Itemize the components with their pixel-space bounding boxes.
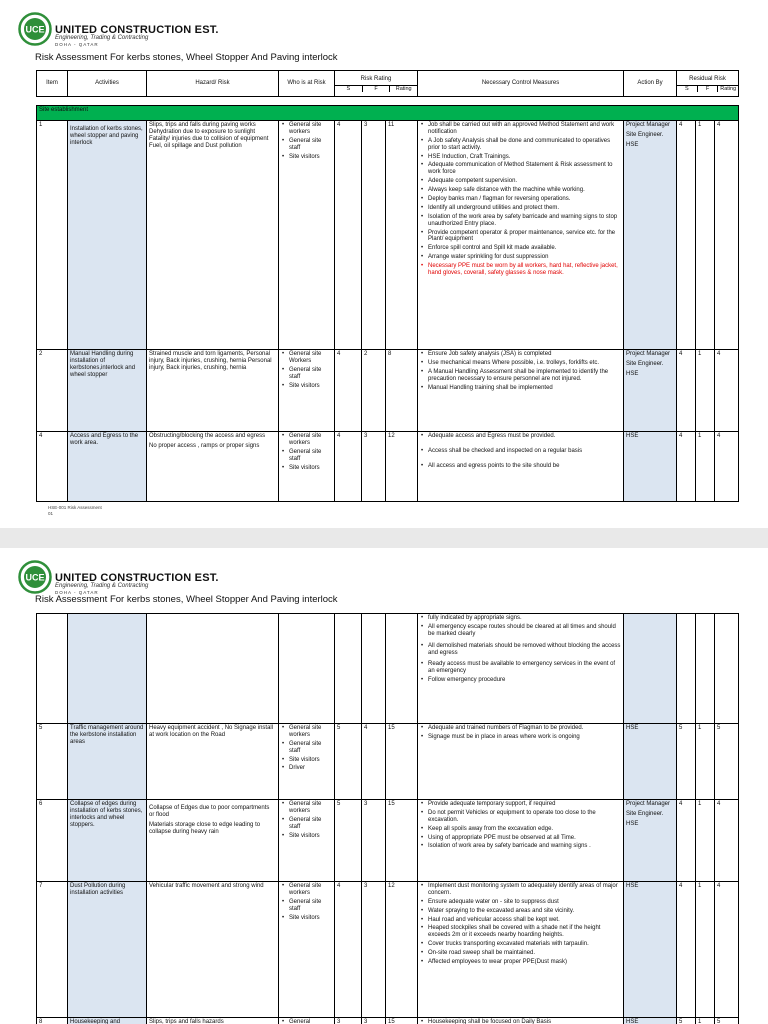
hazard-text: Dehydration due to exposure to sunlight xyxy=(149,128,256,135)
page-footer xyxy=(48,505,102,517)
control-item: • Signage must be in place in areas where work is ongoing xyxy=(428,734,621,741)
header-f: F xyxy=(363,86,391,92)
who-item: • General site staff xyxy=(289,899,332,913)
control-item: • Keep all spoils away from the excavation edge. xyxy=(428,826,621,833)
row-rs: 5 xyxy=(677,1018,696,1024)
row-hazard xyxy=(147,432,279,502)
row-rrating: 5 xyxy=(715,1018,739,1024)
row-who xyxy=(279,432,335,502)
row-rrating: 4 xyxy=(715,121,739,350)
row-item: 5 xyxy=(37,724,68,800)
row-who xyxy=(279,1018,335,1024)
header-rs: S xyxy=(677,86,698,92)
control-item: • Using of appropriate PPE must be observed at all Time. xyxy=(428,835,621,842)
row-f: 4 xyxy=(362,724,386,800)
header-who-at-risk: Who is at Risk xyxy=(279,71,335,97)
control-item: • Ensure adequate water on - site to suppress dust xyxy=(428,899,621,906)
who-item: • General site workers xyxy=(289,122,332,136)
control-item: • Provide adequate temporary support, if required xyxy=(428,801,621,808)
hazard-text: Fuel, oil spillage and Dust pollution xyxy=(149,142,242,149)
row-item: 2 xyxy=(37,350,68,432)
document-title: Risk Assessment For kerbs stones, Wheel Stopper And Paving interlock xyxy=(35,52,338,63)
control-item: • Adequate competent supervision. xyxy=(428,178,621,185)
row-activity: Dust Pollution during installation activities xyxy=(68,882,147,1018)
row-rs: 4 xyxy=(677,432,696,502)
row-hazard xyxy=(147,800,279,882)
row-controls xyxy=(418,800,624,882)
row-controls xyxy=(418,350,624,432)
header-activities: Activities xyxy=(68,71,147,97)
header-residual-risk xyxy=(677,71,739,97)
table-row xyxy=(37,882,739,1018)
who-item: • Site visitors xyxy=(289,465,332,472)
action-by-item: HSE xyxy=(626,820,639,827)
who-item: • Site visitors xyxy=(289,757,332,764)
action-by-item: Site Engineer. xyxy=(626,131,664,138)
row-hazard: Vehicular traffic movement and strong wind xyxy=(147,882,279,1018)
row-rf: 1 xyxy=(696,882,715,1018)
control-item: • Heaped stockpiles shall be covered with a shade net if the height exceeds 2m or it exceeds nearby hoarding heights. xyxy=(428,925,621,939)
row-controls xyxy=(418,614,624,724)
table-row xyxy=(37,350,739,432)
action-by-item: Site Engineer. xyxy=(626,360,664,367)
row-s: 3 xyxy=(335,1018,362,1024)
header-rrating: Rating xyxy=(720,85,737,92)
who-item: • General site workers xyxy=(289,433,332,447)
row-rf: 1 xyxy=(696,121,715,350)
table-header-row xyxy=(37,71,739,97)
hazard-text: Obstructing/blocking the access and egress xyxy=(149,433,266,439)
row-who xyxy=(279,882,335,1018)
row-hazard xyxy=(147,614,279,724)
control-item: • Cover trucks transporting excavated materials with tarpaulin. xyxy=(428,941,621,948)
action-by-item: Project Manager xyxy=(626,122,671,128)
control-item: • Identify all underground utilities and protect them. xyxy=(428,205,621,212)
who-item: • General xyxy=(289,1019,332,1024)
control-item: • Job shall be carried out with an approved Method Statement and work notification xyxy=(428,122,621,136)
row-s: 4 xyxy=(335,432,362,502)
who-item: • General site workers xyxy=(289,725,332,739)
who-item: • Site visitors xyxy=(289,833,332,840)
control-item: • Arrange water sprinkling for dust suppression xyxy=(428,254,621,261)
control-item: • Isolation of the work area by safety barricade and warning signs to stop unauthorized Entry place. xyxy=(428,214,621,228)
row-f xyxy=(362,614,386,724)
row-activity xyxy=(68,614,147,724)
control-item: • Haul road and vehicular access shall be kept wet. xyxy=(428,917,621,924)
row-f: 3 xyxy=(362,1018,386,1024)
row-activity: Traffic management around the kerbstone installation areas xyxy=(68,724,147,800)
header-item: Item xyxy=(37,71,68,97)
row-controls xyxy=(418,882,624,1018)
blank-spacer-row xyxy=(37,97,739,106)
header-risk-rating-label: Risk Rating xyxy=(360,75,392,82)
row-rf: 1 xyxy=(696,1018,715,1024)
row-action-by xyxy=(624,800,677,882)
control-item: • Deploy banks man / flagman for reversing operations. xyxy=(428,196,621,203)
row-hazard xyxy=(147,121,279,350)
who-item: • Site visitors xyxy=(289,383,332,390)
row-rf: 1 xyxy=(696,724,715,800)
hazard-text: Materials storage close to edge leading to collapse during heavy rain xyxy=(149,821,261,835)
control-item: • A Manual Handling Assessment shall be implemented to identify the precaution necessary to ensure personnel are not injured. xyxy=(428,369,621,383)
row-rrating: 4 xyxy=(715,882,739,1018)
row-rs: 5 xyxy=(677,724,696,800)
row-rating: 12 xyxy=(386,882,418,1018)
row-controls xyxy=(418,1018,624,1024)
header-action-by: Action By xyxy=(624,71,677,97)
row-item: 6 xyxy=(37,800,68,882)
row-rrating: 4 xyxy=(715,432,739,502)
hazard-text: Collapse of Edges due to poor compartments or flood xyxy=(149,805,270,818)
row-who xyxy=(279,121,335,350)
row-rating: 15 xyxy=(386,1018,418,1024)
row-f: 3 xyxy=(362,882,386,1018)
action-by-item: HSE xyxy=(626,370,639,377)
footer-doc-ref: HSE-001 Risk Assessment xyxy=(48,505,102,510)
who-item: • General site workers xyxy=(289,883,332,897)
table-row xyxy=(37,1018,739,1024)
document-page-2 xyxy=(0,548,768,1024)
hazard-text: Fatality/ injuries due to collision of equipment xyxy=(149,135,269,142)
control-item: • Adequate communication of Method Statement & Risk assessment to work force xyxy=(428,162,621,176)
row-rating: 15 xyxy=(386,800,418,882)
row-action-by: HSE xyxy=(624,882,677,1018)
company-logo xyxy=(18,560,52,594)
row-action-by xyxy=(624,614,677,724)
header-rating: Rating xyxy=(395,85,412,92)
row-controls xyxy=(418,432,624,502)
row-rating: 15 xyxy=(386,724,418,800)
hazard-text: Slips, trips and falls during paving works xyxy=(149,122,256,128)
control-item: • Housekeeping shall be focused on Daily Basis xyxy=(428,1019,621,1024)
header-rf: F xyxy=(698,86,719,92)
row-who xyxy=(279,724,335,800)
action-by-item: Site Engineer. xyxy=(626,810,664,817)
row-item: 8 xyxy=(37,1018,68,1024)
company-location: DOHA - QATAR xyxy=(55,42,99,47)
row-rs xyxy=(677,614,696,724)
header-risk-subcols xyxy=(335,85,417,92)
row-f: 3 xyxy=(362,800,386,882)
control-item: • Affected employees to wear proper PPE(Dust mask) xyxy=(428,959,621,966)
svg-text:UCE: UCE xyxy=(25,24,45,35)
hazard-text: No proper access , ramps or proper signs xyxy=(149,442,260,449)
row-rating: 11 xyxy=(386,121,418,350)
footer-rev: 01 xyxy=(48,510,54,516)
who-item: • General site staff xyxy=(289,449,332,463)
control-item: • Adequate and trained numbers of Flagman to be provided. xyxy=(428,725,621,732)
section-title: Site establishment xyxy=(37,106,739,121)
row-hazard: Slips, trips and falls hazards xyxy=(147,1018,279,1024)
row-item: 1 xyxy=(37,121,68,350)
control-item: • All access and egress points to the site should be xyxy=(428,463,621,470)
action-by-item: Project Manager xyxy=(626,351,671,357)
row-item: 4 xyxy=(37,432,68,502)
who-item: • Site visitors xyxy=(289,915,332,922)
row-item xyxy=(37,614,68,724)
company-tagline: Engineering, Trading & Contracting xyxy=(55,35,149,41)
control-item: • All emergency escape routes should be cleared at all times and should be marked clearly xyxy=(428,624,621,638)
row-rs: 4 xyxy=(677,882,696,1018)
action-by-item: Project Manager xyxy=(626,801,671,807)
row-action-by: HSE xyxy=(624,1018,677,1024)
header-s: S xyxy=(335,86,363,92)
header-residual-label: Residual Risk xyxy=(689,75,726,82)
row-s xyxy=(335,614,362,724)
row-activity xyxy=(68,121,147,350)
who-item: • General site Workers xyxy=(289,351,332,365)
risk-assessment-table xyxy=(36,70,739,502)
control-item: • Always keep safe distance with the machine while working. xyxy=(428,187,621,194)
control-item: • Follow emergency procedure xyxy=(428,677,621,684)
who-item: • General site staff xyxy=(289,138,332,152)
header-risk-rating xyxy=(335,71,418,97)
control-item: • Implement dust monitoring system to adequately identify areas of major concern. xyxy=(428,883,621,897)
row-s: 4 xyxy=(335,121,362,350)
row-rs: 4 xyxy=(677,121,696,350)
action-by-item: HSE xyxy=(626,141,639,148)
control-item: • Enforce spill control and Spill kit made available. xyxy=(428,245,621,252)
row-action-by: HSE xyxy=(624,432,677,502)
row-f: 3 xyxy=(362,121,386,350)
row-rating: 12 xyxy=(386,432,418,502)
row-rrating: 4 xyxy=(715,350,739,432)
control-item: • Water spraying to the excavated areas and site vicinity. xyxy=(428,908,621,915)
control-item: • Ensure Job safety analysis (JSA) is completed xyxy=(428,351,621,358)
control-item: • fully indicated by appropriate signs. xyxy=(428,615,621,622)
row-s: 4 xyxy=(335,882,362,1018)
company-location: DOHA - QATAR xyxy=(55,590,99,595)
row-rs: 4 xyxy=(677,800,696,882)
row-rating xyxy=(386,614,418,724)
header-hazard: Hazard/ Risk xyxy=(147,71,279,97)
row-rrating: 4 xyxy=(715,800,739,882)
row-who xyxy=(279,350,335,432)
row-who xyxy=(279,614,335,724)
row-action-by xyxy=(624,121,677,350)
row-activity: Collapse of edges during installation of kerbs stones, interlocks and wheel stoppers. xyxy=(68,800,147,882)
row-f: 2 xyxy=(362,350,386,432)
row-hazard: Heavy equipment accident , No Signage install at work location on the Road xyxy=(147,724,279,800)
control-item: • Provide competent operator & proper maintenance, service etc. for the Plant/ equipment xyxy=(428,230,621,244)
header-residual-subcols xyxy=(677,85,738,92)
row-rrating: 5 xyxy=(715,724,739,800)
who-item: • Site visitors xyxy=(289,154,332,161)
row-who xyxy=(279,800,335,882)
who-item: • Driver xyxy=(289,765,332,772)
row-action-by xyxy=(624,350,677,432)
control-item: • On-site road sweep shall be maintained. xyxy=(428,950,621,957)
row-s: 5 xyxy=(335,724,362,800)
row-rf: 1 xyxy=(696,800,715,882)
svg-text:UCE: UCE xyxy=(25,572,45,583)
who-item: • General site staff xyxy=(289,367,332,381)
control-item: • Adequate access and Egress must be provided. xyxy=(428,433,621,440)
row-controls xyxy=(418,121,624,350)
control-item: • Do not permit Vehicles or equipment to operate too close to the excavation. xyxy=(428,810,621,824)
table-row xyxy=(37,800,739,882)
company-name: UNITED CONSTRUCTION EST. xyxy=(55,24,219,36)
who-item: • General site workers xyxy=(289,801,332,815)
row-activity: Access and Egress to the work area. xyxy=(68,432,147,502)
row-f: 3 xyxy=(362,432,386,502)
row-item: 7 xyxy=(37,882,68,1018)
section-row xyxy=(37,106,739,121)
control-item: • A Job safety Analysis shall be done and communicated to operatives prior to start activity. xyxy=(428,138,621,152)
row-s: 4 xyxy=(335,350,362,432)
control-item: • Manual Handling training shall be implemented xyxy=(428,385,621,392)
control-item: • Ready access must be available to emergency services in the event of an emergency xyxy=(428,661,621,675)
row-activity: Housekeeping and xyxy=(68,1018,147,1024)
company-logo xyxy=(18,12,52,46)
control-item: • HSE Induction, Craft Trainings. xyxy=(428,154,621,161)
control-item: • Access shall be checked and inspected on a regular basis xyxy=(428,448,621,455)
control-item: • All demolished materials should be removed without blocking the access and egress xyxy=(428,643,621,657)
company-name: UNITED CONSTRUCTION EST. xyxy=(55,572,219,584)
row-rating: 8 xyxy=(386,350,418,432)
activity-text: Installation of kerbs stones, wheel stopper and paving interlock xyxy=(70,126,143,146)
who-item: • General site staff xyxy=(289,741,332,755)
row-rf: 1 xyxy=(696,350,715,432)
table-row xyxy=(37,432,739,502)
table-row xyxy=(37,121,739,350)
row-rf xyxy=(696,614,715,724)
row-rs: 4 xyxy=(677,350,696,432)
control-item: • Isolation of work area by safety barricade and warning signs . xyxy=(428,843,621,850)
document-title: Risk Assessment For kerbs stones, Wheel Stopper And Paving interlock xyxy=(35,594,338,605)
header-controls: Necessary Control Measures xyxy=(418,71,624,97)
company-tagline: Engineering, Trading & Contracting xyxy=(55,583,149,589)
row-rf: 1 xyxy=(696,432,715,502)
row-rrating xyxy=(715,614,739,724)
row-s: 5 xyxy=(335,800,362,882)
row-activity: Manual Handling during installation of kerbstones,interlock and wheel stopper xyxy=(68,350,147,432)
row-action-by: HSE xyxy=(624,724,677,800)
risk-assessment-table-continued xyxy=(36,613,739,1024)
table-row-continued xyxy=(37,614,739,724)
row-controls xyxy=(418,724,624,800)
control-item: • Use mechanical means Where possible, i.e. trolleys, forklifts etc. xyxy=(428,360,621,367)
who-item: • General site staff xyxy=(289,817,332,831)
table-row xyxy=(37,724,739,800)
row-hazard: Strained muscle and torn ligaments, Personal injury, Back injuries, crushing, hernia Personal injury, Back injuries, crushing, hernia xyxy=(147,350,279,432)
control-item-ppe: • Necessary PPE must be worn by all workers, hard hat, reflective jacket, hand gloves, coverall, safety glasses & nose mask. xyxy=(428,263,621,277)
